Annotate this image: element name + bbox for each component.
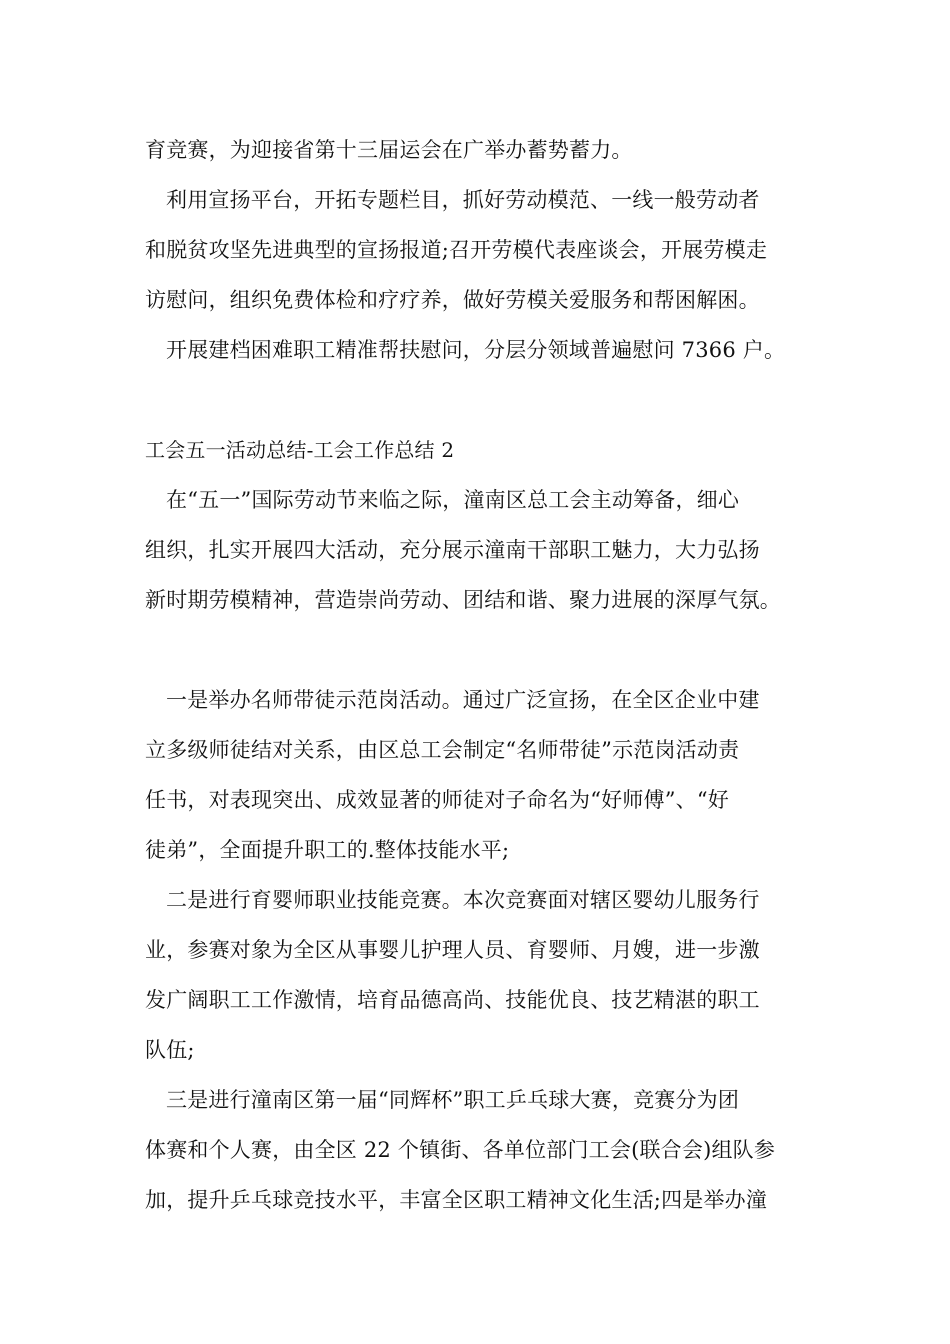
- text-line: 利用宣扬平台，开拓专题栏目，抓好劳动模范、一线一般劳动者: [166, 188, 760, 212]
- text-line: 在“五一”国际劳动节来临之际，潼南区总工会主动筹备，细心: [166, 488, 740, 512]
- text-line: 任书，对表现突出、成效显著的师徒对子命名为“好师傅”、“好: [145, 788, 730, 812]
- text-line: 开展建档困难职工精准帮扶慰问，分层分领域普遍慰问 7366 户。: [166, 338, 786, 362]
- text-line: 育竞赛，为迎接省第十三届运会在广举办蓄势蓄力。: [145, 138, 633, 162]
- text-line: 队伍;: [145, 1038, 195, 1062]
- text-line: 访慰问，组织免费体检和疗疗养，做好劳模关爱服务和帮困解困。: [145, 288, 760, 312]
- text-line: 新时期劳模精神，营造崇尚劳动、团结和谐、聚力进展的深厚气氛。: [145, 588, 781, 612]
- text-line: 体赛和个人赛，由全区 22 个镇街、各单位部门工会(联合会)组队参: [145, 1138, 776, 1162]
- text-line: 组织，扎实开展四大活动，充分展示潼南干部职工魅力，大力弘扬: [145, 538, 760, 562]
- text-line: 三是进行潼南区第一届“同辉杯”职工乒乓球大赛，竞赛分为团: [166, 1088, 740, 1112]
- text-line: 发广阔职工工作激情，培育品德高尚、技能优良、技艺精湛的职工: [145, 988, 760, 1012]
- text-line: 和脱贫攻坚先进典型的宣扬报道;召开劳模代表座谈会，开展劳模走: [145, 238, 768, 262]
- text-line: 业，参赛对象为全区从事婴儿护理人员、育婴师、月嫂，进一步激: [145, 938, 760, 962]
- text-line: 加，提升乒乓球竞技水平，丰富全区职工精神文化生活;四是举办潼: [145, 1188, 768, 1212]
- text-line: 一是举办名师带徒示范岗活动。通过广泛宣扬，在全区企业中建: [166, 688, 760, 712]
- text-line: 徒弟”，全面提升职工的.整体技能水平;: [145, 838, 510, 862]
- text-line: 立多级师徒结对关系，由区总工会制定“名师带徒”示范岗活动责: [145, 738, 740, 762]
- section-heading: 工会五一活动总结-工会工作总结 2: [145, 438, 455, 462]
- text-line: 二是进行育婴师职业技能竞赛。本次竞赛面对辖区婴幼儿服务行: [166, 888, 760, 912]
